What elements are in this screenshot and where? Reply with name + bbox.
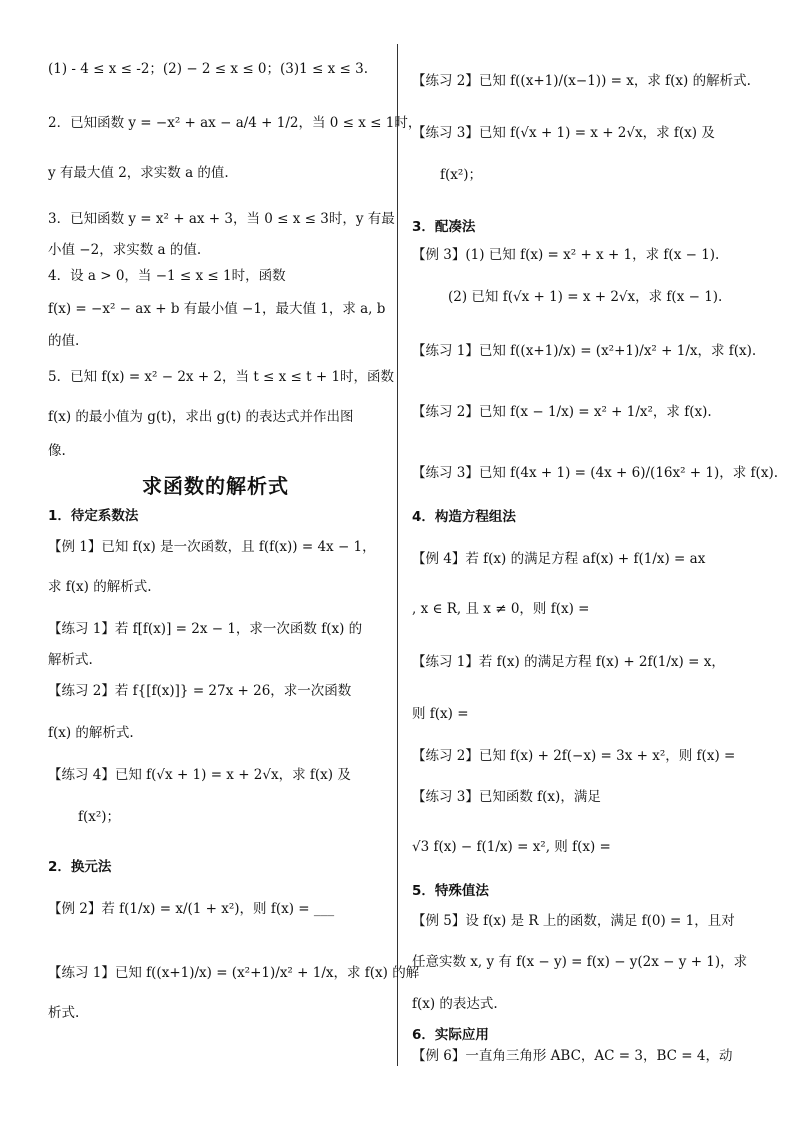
section-heading: 5．特殊值法 xyxy=(412,883,489,899)
section-heading: 3．配凑法 xyxy=(412,219,476,235)
text-line: 【例 2】若 f(1/x) = x/(1 + x²)，则 f(x) = ___ xyxy=(48,901,335,917)
text-line: 【练习 2】已知 f((x+1)/(x−1)) = x，求 f(x) 的解析式. xyxy=(412,73,751,89)
column-divider xyxy=(397,44,398,1066)
text-line: f(x) 的表达式. xyxy=(412,996,498,1012)
text-line: 【例 4】若 f(x) 的满足方程 af(x) + f(1/x) = ax xyxy=(412,551,706,567)
text-line: 【练习 3】已知函数 f(x)，满足 xyxy=(412,789,601,805)
text-line: 【练习 4】已知 f(√x + 1) = x + 2√x，求 f(x) 及 xyxy=(48,767,351,783)
text-line: 4．设 a > 0，当 −1 ≤ x ≤ 1时，函数 xyxy=(48,268,286,284)
text-line: 解析式. xyxy=(48,652,93,668)
text-line: 【例 3】(1) 已知 f(x) = x² + x + 1，求 f(x − 1). xyxy=(412,247,720,263)
text-line: f(x²)； xyxy=(440,167,483,183)
section-heading: 6．实际应用 xyxy=(412,1027,489,1043)
text-line: 【例 1】已知 f(x) 是一次函数，且 f(f(x)) = 4x − 1， xyxy=(48,539,376,555)
text-line: 求 f(x) 的解析式. xyxy=(48,579,152,595)
section-heading: 2．换元法 xyxy=(48,859,112,875)
text-line: 【例 5】设 f(x) 是 R 上的函数，满足 f(0) = 1，且对 xyxy=(412,913,735,929)
section-heading: 4．构造方程组法 xyxy=(412,509,516,525)
text-line: √3 f(x) − f(1/x) = x², 则 f(x) = xyxy=(412,839,611,855)
text-line: 【练习 1】若 f[f(x)] = 2x − 1，求一次函数 f(x) 的 xyxy=(48,621,363,637)
text-line: 【练习 3】已知 f(4x + 1) = (4x + 6)/(16x² + 1)，求 f(x). xyxy=(412,465,778,481)
text-line: 【练习 2】已知 f(x) + 2f(−x) = 3x + x²，则 f(x) = xyxy=(412,748,736,764)
text-line: 【练习 1】若 f(x) 的满足方程 f(x) + 2f(1/x) = x， xyxy=(412,654,725,670)
text-line: 【练习 2】若 f{[f(x)]} = 27x + 26，求一次函数 xyxy=(48,683,352,699)
text-line: f(x) 的最小值为 g(t)，求出 g(t) 的表达式并作出图 xyxy=(48,409,354,425)
text-line: 2．已知函数 y = −x² + ax − a/4 + 1/2，当 0 ≤ x ≤ 1时， xyxy=(48,115,422,131)
text-line: 5．已知 f(x) = x² − 2x + 2，当 t ≤ x ≤ t + 1时，函数 xyxy=(48,369,395,385)
text-line: 则 f(x) = xyxy=(412,706,469,722)
text-line: f(x²)； xyxy=(78,809,121,825)
text-line: f(x) 的解析式. xyxy=(48,725,134,741)
text-line: 3．已知函数 y = x² + ax + 3，当 0 ≤ x ≤ 3时，y 有最 xyxy=(48,211,395,227)
text-line: f(x) = −x² − ax + b 有最小值 −1，最大值 1，求 a, b xyxy=(48,301,386,317)
text-line: , x ∈ R, 且 x ≠ 0，则 f(x) = xyxy=(412,601,590,617)
text-line: 【练习 3】已知 f(√x + 1) = x + 2√x，求 f(x) 及 xyxy=(412,125,715,141)
text-line: 的值. xyxy=(48,333,80,349)
text-line: 【练习 1】已知 f((x+1)/x) = (x²+1)/x² + 1/x，求 f(x) 的解 xyxy=(48,965,420,981)
text-line: 【练习 2】已知 f(x − 1/x) = x² + 1/x²，求 f(x). xyxy=(412,404,712,420)
text-line: 【练习 1】已知 f((x+1)/x) = (x²+1)/x² + 1/x，求 f(x). xyxy=(412,343,757,359)
section-heading: 1．待定系数法 xyxy=(48,508,139,524)
text-line: 任意实数 x, y 有 f(x − y) = f(x) − y(2x − y + 1)，求 xyxy=(412,954,748,970)
section-title: 求函数的解析式 xyxy=(142,474,289,498)
text-line: y 有最大值 2，求实数 a 的值. xyxy=(48,165,229,181)
text-line: (1) - 4 ≤ x ≤ -2；(2) − 2 ≤ x ≤ 0；(3)1 ≤ x ≤ 3. xyxy=(48,61,368,77)
text-line: 像. xyxy=(48,443,66,459)
text-line: 小值 −2，求实数 a 的值. xyxy=(48,242,202,258)
text-line: 【例 6】一直角三角形 ABC，AC = 3，BC = 4，动 xyxy=(412,1048,733,1064)
text-line: 析式. xyxy=(48,1005,80,1021)
text-line: (2) 已知 f(√x + 1) = x + 2√x，求 f(x − 1). xyxy=(448,289,723,305)
